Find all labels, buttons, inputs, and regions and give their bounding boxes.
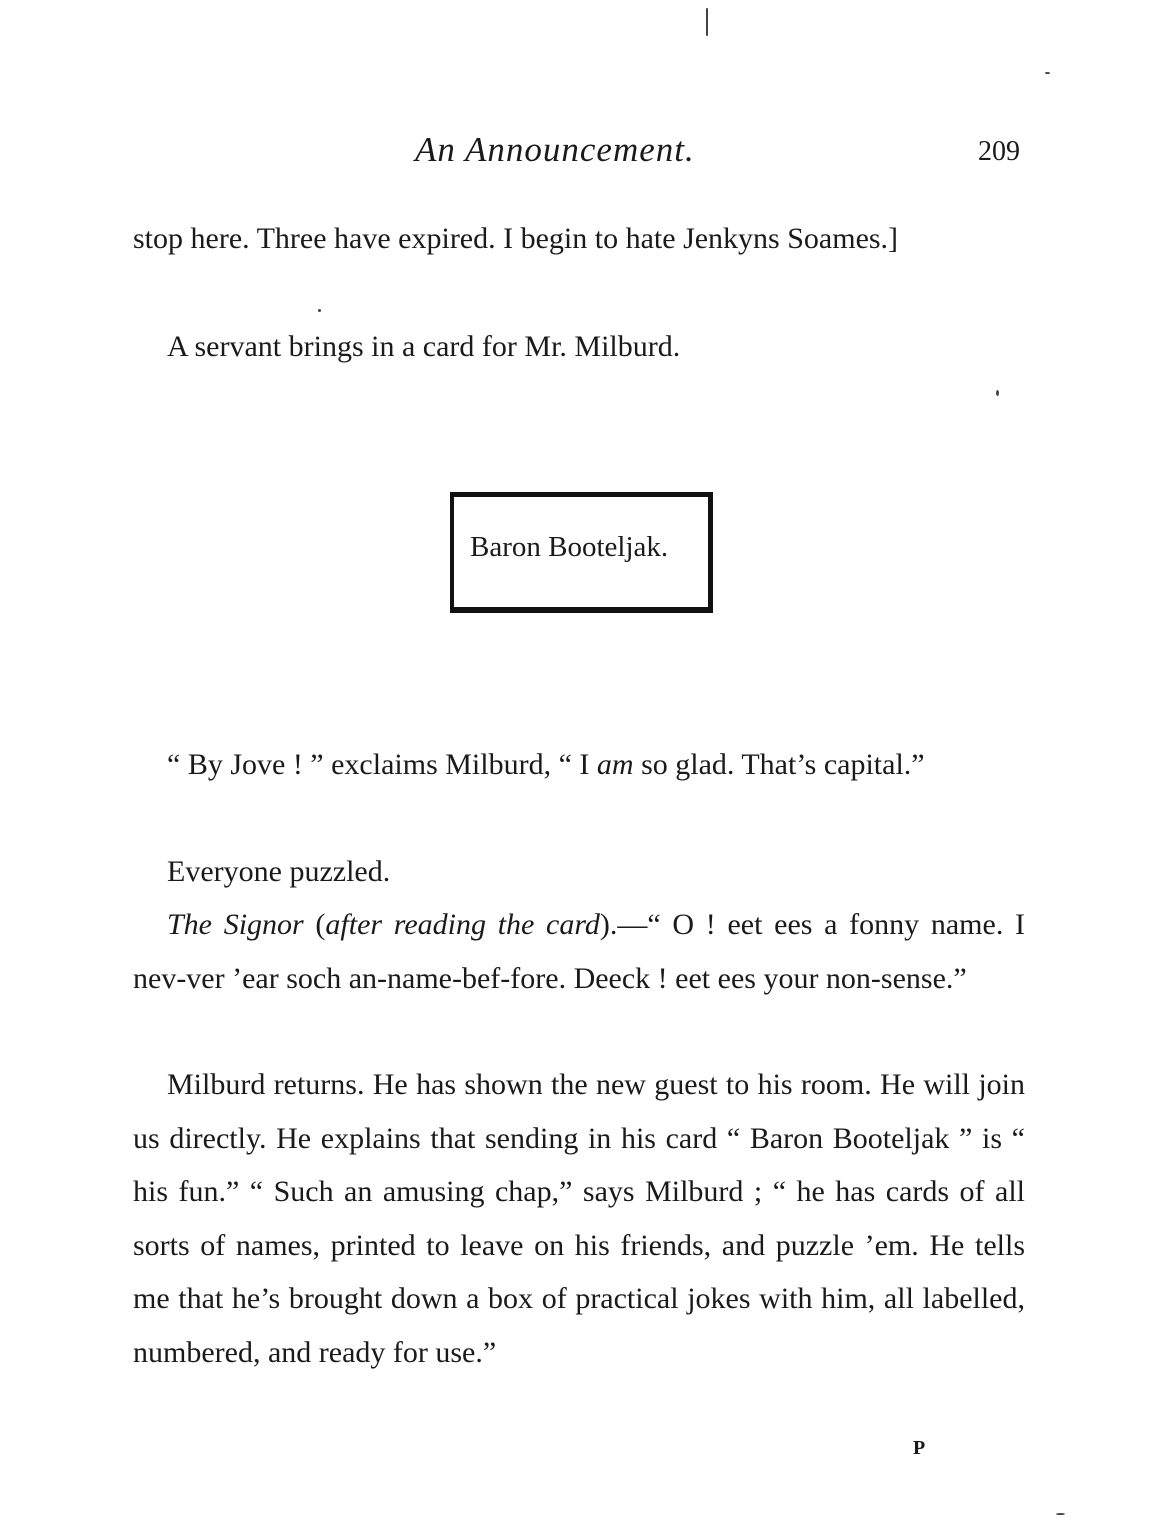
p5-speaker: The Signor: [167, 908, 304, 941]
scan-speck: [1045, 72, 1050, 74]
paragraph-by-jove: [133, 738, 1025, 792]
p3-emphasis: am: [596, 748, 634, 781]
paragraph-servant-card: A servant brings in a card for Mr. Milburd.: [167, 330, 681, 363]
calling-card: [450, 492, 713, 613]
p5-stage-direction: after reading the card: [325, 908, 600, 941]
p5-paren-open: (: [303, 908, 326, 941]
paragraph-everyone-puzzled: Everyone puzzled.: [167, 855, 391, 888]
scan-mark: [706, 8, 708, 36]
scan-speck: [996, 390, 999, 396]
signature-mark: P: [913, 1437, 926, 1459]
p3-text-a: “ By Jove ! ” exclaims Milburd, “ I: [167, 748, 597, 781]
running-title: An Announcement.: [415, 130, 695, 169]
paragraph-milburd-returns: Milburd returns. He has shown the new guest to his room. He will join us directly. He explains that sending in his card “ Baron Booteljak ” is “ his fun.” “ Such an amusing chap,” says Milburd ; “ he has cards of all sorts of names, printed to leave on his friends, and puzzle ’em. He tells me that he’s brought down a box of practical jokes with him, all labelled, numbered, and ready for use.”: [133, 1068, 1025, 1369]
p3-text-b: so glad. That’s capital.”: [633, 748, 925, 781]
page-number: 209: [978, 136, 1020, 167]
scan-speck: [318, 309, 321, 312]
scan-speck: [1056, 1513, 1065, 1515]
paragraph-continuation: stop here. Three have expired. I begin to hate Jenkyns Soames.]: [133, 222, 899, 255]
p5-speech: ).—“ O ! eet ees a fonny name. I nev-ver ’ear soch an-name-bef-fore. Deeck ! eet ees your non-sense.”: [133, 908, 1026, 995]
running-head: [0, 130, 1149, 180]
calling-card-name: Baron Booteljak.: [470, 531, 669, 563]
paragraph-signor: [133, 898, 1025, 1005]
